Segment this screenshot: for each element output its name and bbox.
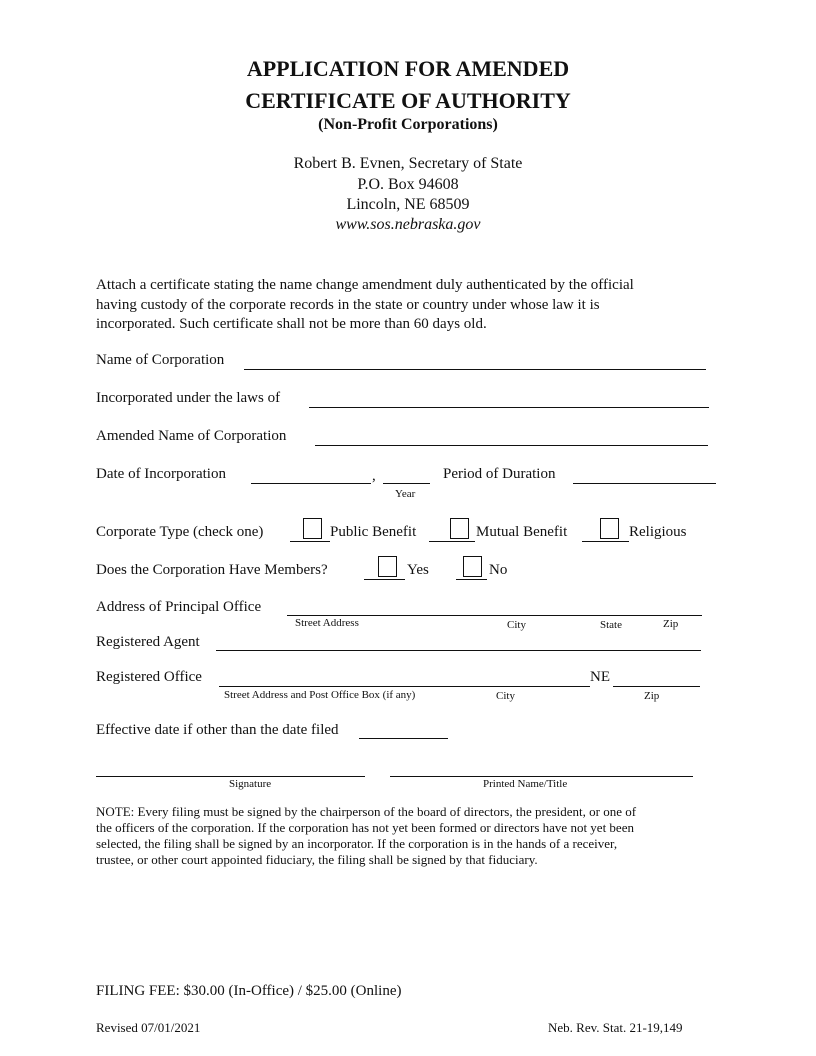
yes-underline xyxy=(364,579,405,580)
signature-caption: Signature xyxy=(229,778,272,790)
note-line2: the officers of the corporation. If the corporation has not yet been formed or directors have not yet been xyxy=(96,820,634,835)
instructions xyxy=(96,276,634,335)
date-of-incorporation-label: Date of Incorporation xyxy=(96,466,226,482)
principal-office-label: Address of Principal Office xyxy=(96,599,262,615)
office-name: Robert B. Evnen, Secretary of State xyxy=(293,155,523,172)
filing-fee: FILING FEE: $30.00 (In-Office) / $25.00 (Online) xyxy=(96,983,402,999)
registered-zip-line[interactable] xyxy=(613,686,700,687)
public-benefit-checkbox[interactable] xyxy=(303,518,322,539)
reg-zip-caption: Zip xyxy=(644,690,660,702)
period-of-duration-label: Period of Duration xyxy=(443,466,556,482)
form-title-line2: CERTIFICATE OF AUTHORITY xyxy=(245,88,571,113)
statute-reference: Neb. Rev. Stat. 21-19,149 xyxy=(548,1020,683,1035)
effective-date-line[interactable] xyxy=(359,738,448,739)
religious-underline xyxy=(582,541,629,542)
principal-office-line[interactable] xyxy=(287,615,702,616)
mutual-benefit-label: Mutual Benefit xyxy=(476,524,568,540)
registered-agent-line[interactable] xyxy=(216,650,701,651)
note-line1: NOTE: Every filing must be signed by the chairperson of the board of directors, the president, or one of xyxy=(96,804,637,819)
registered-agent-label: Registered Agent xyxy=(96,634,200,650)
have-members-label: Does the Corporation Have Members? xyxy=(96,562,328,578)
members-yes-label: Yes xyxy=(407,562,429,578)
members-no-label: No xyxy=(489,562,508,578)
name-of-corporation-line[interactable] xyxy=(244,369,706,370)
printed-name-caption: Printed Name/Title xyxy=(483,778,568,790)
members-yes-checkbox[interactable] xyxy=(378,556,397,577)
reg-city-caption: City xyxy=(496,690,515,702)
year-line[interactable] xyxy=(383,483,430,484)
corporate-type-label: Corporate Type (check one) xyxy=(96,524,264,540)
instructions-line3: incorporated. Such certificate shall not be more than 60 days old. xyxy=(96,316,487,332)
signature-line[interactable] xyxy=(96,776,365,777)
instructions-line2: having custody of the corporate records in the state or country under whose law it is xyxy=(96,296,600,313)
mutual-benefit-underline xyxy=(429,541,475,542)
amended-name-line[interactable] xyxy=(315,445,708,446)
date-comma: , xyxy=(372,468,376,484)
ne-label: NE xyxy=(590,669,610,685)
form-title-line1: APPLICATION FOR AMENDED xyxy=(246,56,570,81)
amended-name-label: Amended Name of Corporation xyxy=(96,428,287,444)
printed-name-line[interactable] xyxy=(390,776,693,777)
incorporated-under-line[interactable] xyxy=(309,407,709,408)
registered-office-label: Registered Office xyxy=(96,669,202,685)
state-caption: State xyxy=(600,619,622,631)
note-line4: trustee, or other court appointed fiduciary, the filing shall be signed by that fiduciary. xyxy=(96,852,538,867)
date-of-incorporation-line[interactable] xyxy=(251,483,371,484)
filing-note xyxy=(96,804,636,868)
registered-office-line[interactable] xyxy=(219,686,590,687)
public-benefit-underline xyxy=(290,541,330,542)
effective-date-label: Effective date if other than the date filed xyxy=(96,722,339,738)
office-city-line: Lincoln, NE 68509 xyxy=(346,196,470,213)
incorporated-under-label: Incorporated under the laws of xyxy=(96,390,281,406)
instructions-line1: Attach a certificate stating the name change amendment duly authenticated by the official xyxy=(96,277,634,293)
mutual-benefit-checkbox[interactable] xyxy=(450,518,469,539)
year-caption: Year xyxy=(395,488,416,500)
office-po-box: P.O. Box 94608 xyxy=(357,176,459,193)
religious-checkbox[interactable] xyxy=(600,518,619,539)
religious-label: Religious xyxy=(629,524,687,540)
public-benefit-label: Public Benefit xyxy=(330,524,417,540)
street-address-caption: Street Address xyxy=(295,617,359,629)
reg-street-caption: Street Address and Post Office Box (if any) xyxy=(224,689,416,701)
note-line3: selected, the filing shall be signed by an incorporator. If the corporation is in the hands of a receiver, xyxy=(96,836,618,851)
revised-date: Revised 07/01/2021 xyxy=(96,1020,201,1035)
zip-caption: Zip xyxy=(663,618,679,630)
city-caption: City xyxy=(507,619,526,631)
no-underline xyxy=(456,579,487,580)
period-of-duration-line[interactable] xyxy=(573,483,716,484)
name-of-corporation-label: Name of Corporation xyxy=(96,352,225,368)
members-no-checkbox[interactable] xyxy=(463,556,482,577)
office-website: www.sos.nebraska.gov xyxy=(335,216,481,233)
form-subtitle: (Non-Profit Corporations) xyxy=(318,116,498,133)
